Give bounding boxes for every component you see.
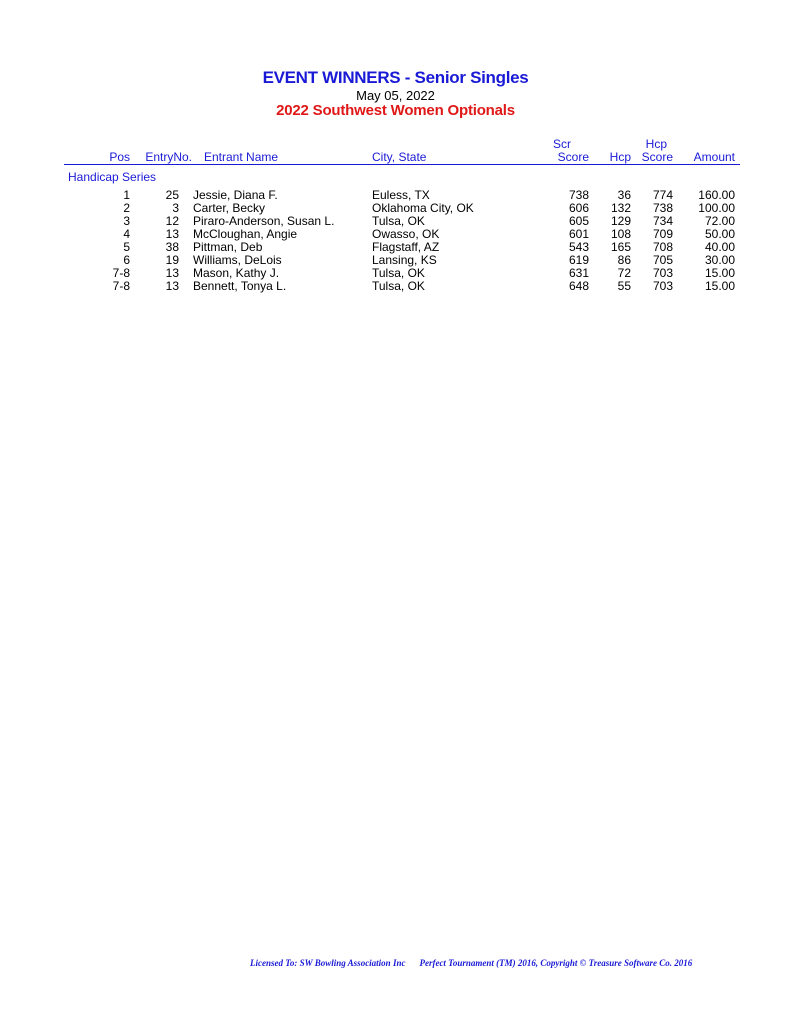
page-footer xyxy=(250,958,706,968)
name-cell: Pittman, Deb xyxy=(193,240,263,254)
city-cell: Tulsa, OK xyxy=(372,214,425,228)
handicap-cell: 86 xyxy=(617,253,631,267)
col-amount: Amount xyxy=(693,150,735,164)
handicap-score-cell: 709 xyxy=(652,227,673,241)
page-title: EVENT WINNERS - Senior Singles xyxy=(262,68,529,87)
section-label: Handicap Series xyxy=(68,170,157,184)
entry-cell: 12 xyxy=(165,214,179,228)
handicap-cell: 129 xyxy=(610,214,631,228)
col-name: Entrant Name xyxy=(204,150,279,164)
tournament-name: 2022 Southwest Women Optionals xyxy=(276,102,515,119)
handicap-score-cell: 705 xyxy=(652,253,673,267)
col-pos: Pos xyxy=(109,150,130,164)
scratch-score-cell: 648 xyxy=(568,279,589,293)
header-divider xyxy=(64,164,740,165)
scratch-score-cell: 738 xyxy=(568,188,589,202)
amount-cell: 50.00 xyxy=(704,227,735,241)
handicap-cell: 55 xyxy=(617,279,631,293)
entry-cell: 13 xyxy=(165,227,179,241)
col-entry: EntryNo. xyxy=(145,150,192,164)
scratch-score-cell: 605 xyxy=(568,214,589,228)
entry-cell: 38 xyxy=(165,240,179,254)
entry-cell: 19 xyxy=(165,253,179,267)
city-cell: Tulsa, OK xyxy=(372,266,425,280)
amount-cell: 15.00 xyxy=(704,266,735,280)
name-cell: Williams, DeLois xyxy=(193,253,282,267)
pos-cell: 2 xyxy=(123,201,130,215)
entry-cell: 13 xyxy=(165,279,179,293)
name-cell: Piraro-Anderson, Susan L. xyxy=(193,214,335,228)
scratch-score-cell: 631 xyxy=(568,266,589,280)
col-hcp: Hcp xyxy=(609,150,631,164)
name-cell: Carter, Becky xyxy=(193,201,266,215)
amount-cell: 15.00 xyxy=(704,279,735,293)
pos-cell: 7-8 xyxy=(112,279,130,293)
col-scr-top: Scr xyxy=(553,137,571,151)
handicap-score-cell: 703 xyxy=(652,279,673,293)
pos-cell: 5 xyxy=(123,240,130,254)
handicap-score-cell: 738 xyxy=(652,201,673,215)
entry-cell: 25 xyxy=(165,188,179,202)
name-cell: Jessie, Diana F. xyxy=(193,188,278,202)
handicap-score-cell: 708 xyxy=(652,240,673,254)
scratch-score-cell: 619 xyxy=(568,253,589,267)
amount-cell: 30.00 xyxy=(704,253,735,267)
city-cell: Tulsa, OK xyxy=(372,279,425,293)
city-cell: Euless, TX xyxy=(372,188,430,202)
scratch-score-cell: 601 xyxy=(568,227,589,241)
handicap-cell: 108 xyxy=(610,227,631,241)
entry-cell: 3 xyxy=(172,201,179,215)
city-cell: Owasso, OK xyxy=(372,227,440,241)
handicap-cell: 72 xyxy=(617,266,631,280)
amount-cell: 40.00 xyxy=(704,240,735,254)
city-cell: Lansing, KS xyxy=(372,253,437,267)
pos-cell: 3 xyxy=(123,214,130,228)
table-row xyxy=(0,280,791,293)
amount-cell: 100.00 xyxy=(698,201,735,215)
amount-cell: 72.00 xyxy=(704,214,735,228)
scratch-score-cell: 543 xyxy=(568,240,589,254)
handicap-score-cell: 774 xyxy=(652,188,673,202)
scratch-score-cell: 606 xyxy=(568,201,589,215)
pos-cell: 6 xyxy=(123,253,130,267)
col-city: City, State xyxy=(372,150,427,164)
event-date: May 05, 2022 xyxy=(356,88,435,103)
col-scr-bottom: Score xyxy=(557,150,589,164)
name-cell: Mason, Kathy J. xyxy=(193,266,280,280)
city-cell: Oklahoma City, OK xyxy=(372,201,474,215)
col-hcp-score-top: Hcp xyxy=(645,137,667,151)
name-cell: Bennett, Tonya L. xyxy=(193,279,287,293)
entry-cell: 13 xyxy=(165,266,179,280)
name-cell: McCloughan, Angie xyxy=(193,227,298,241)
handicap-cell: 36 xyxy=(617,188,631,202)
copyright-text: Perfect Tournament (TM) 2016, Copyright © Treasure Software Co. 2016 xyxy=(419,958,693,968)
handicap-score-cell: 734 xyxy=(652,214,673,228)
handicap-score-cell: 703 xyxy=(652,266,673,280)
license-text: Licensed To: SW Bowling Association Inc xyxy=(250,958,406,968)
amount-cell: 160.00 xyxy=(698,188,735,202)
pos-cell: 7-8 xyxy=(112,266,130,280)
col-hcp-score-bottom: Score xyxy=(641,150,673,164)
handicap-cell: 165 xyxy=(610,240,631,254)
pos-cell: 1 xyxy=(123,188,130,202)
handicap-cell: 132 xyxy=(610,201,631,215)
city-cell: Flagstaff, AZ xyxy=(372,240,440,254)
pos-cell: 4 xyxy=(123,227,130,241)
